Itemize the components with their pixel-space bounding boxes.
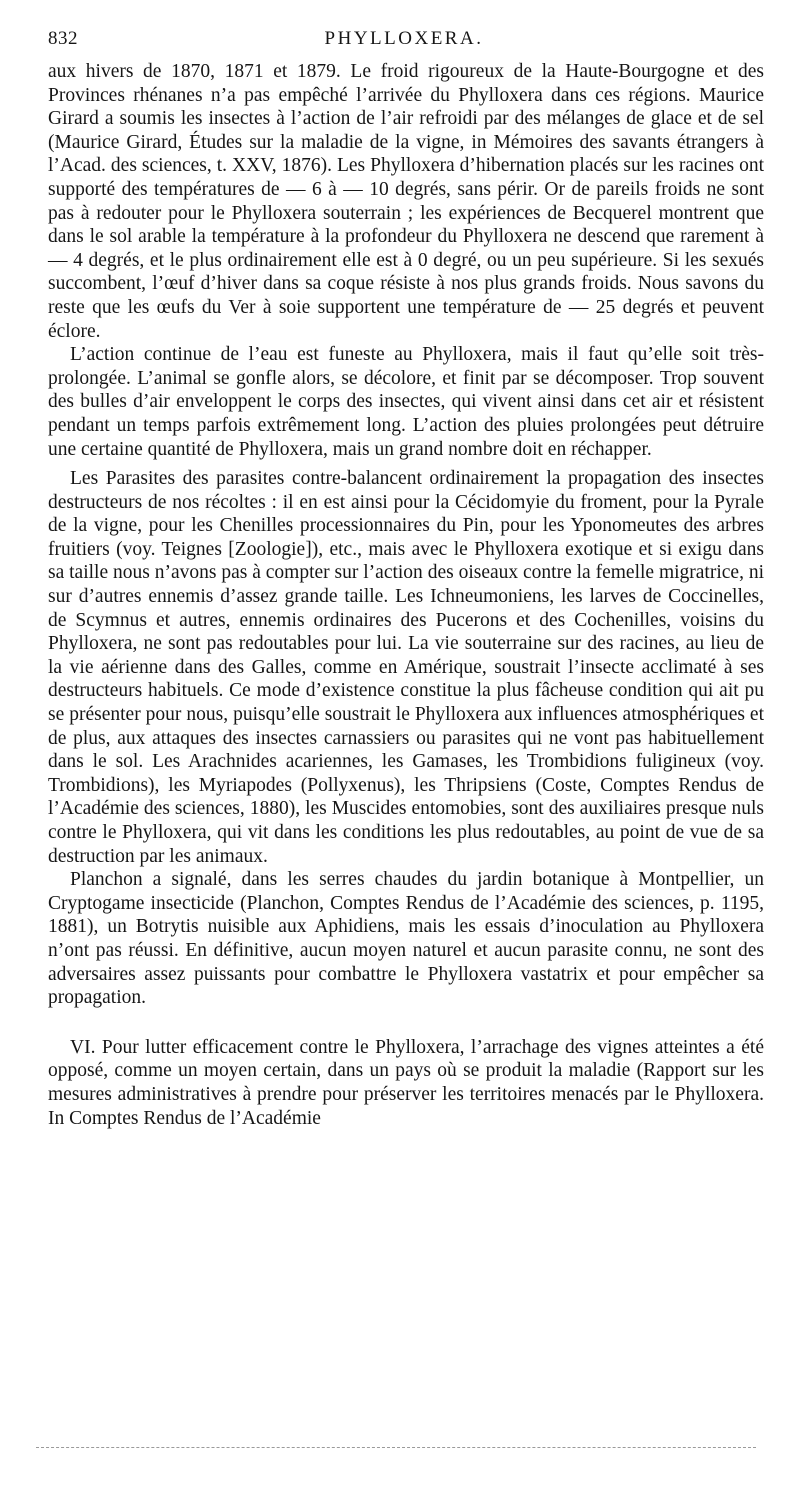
page-header [48,28,760,54]
paragraph-parasites: Les Parasites des parasites contre-balancent ordinairement la propagation des insectes destructeurs de nos récoltes : il en est ainsi pour la Cécidomyie du froment, pour la Pyrale de la vigne, pour les Chenilles processionnaires du Pin, pour les Yponomeutes des arbres fruitiers (voy. Teignes [Zoologie]), etc., mais avec le Phylloxera exotique et si exigu dans sa taille nous n’avons pas à compter sur l’action des oiseaux contre la femelle migratrice, ni sur d’autres ennemis d’assez grande taille. Les Ichneumoniens, les larves de Coccinelles, de Scymnus et autres, ennemis ordinaires des Pucerons et des Cochenilles, voisins du Phylloxera, ne sont pas redoutables pour lui. La vie souterraine sur des racines, au lieu de la vie aérienne dans des Galles, comme en Amérique, soustrait l’insecte acclimaté à ses destructeurs habituels. Ce mode d’existence constitue la plus fâcheuse condition qui ait pu se présenter pour nous, puisqu’elle soustrait le Phylloxera aux influences atmosphériques et de plus, aux attaques des insectes carnassiers ou parasites qui ne vont pas habituellement dans le sol. Les Arachnides acariennes, les Gamases, les Trombidions fuligineux (voy. Trombidions), les Myriapodes (Pollyxenus), les Thripsiens (Coste, Comptes Rendus de l’Académie des sciences, 1880), les Muscides entomobies, sont des auxiliaires presque nuls contre le Phylloxera, qui vit dans les conditions les plus redoutables, au point de vue de sa destruction par les animaux. [48,468,764,867]
running-title: PHYLLOXERA. [324,28,484,49]
body-text [48,60,764,1130]
footer-rule [36,1447,756,1448]
page-number: 832 [48,28,78,49]
paragraph-water-action: L’action continue de l’eau est funeste au Phylloxera, mais il faut qu’elle soit très-prolongée. L’animal se gonfle alors, se décolore, et finit par se décomposer. Trop souvent des bulles d’air enveloppent le corps des insectes, qui vivent ainsi dans cet air et résistent pendant un temps parfois extrêmement long. L’action des pluies prolongées peut détruire une certaine quantité de Phylloxera, mais un grand nombre doit en réchapper. [48,344,764,460]
paragraph-cold-resistance: aux hivers de 1870, 1871 et 1879. Le froid rigoureux de la Haute-Bourgogne et des Provinces rhénanes n’a pas empêché l’arrivée du Phylloxera dans ces régions. Maurice Girard a soumis les insectes à l’action de l’air refroidi par des mélanges de glace et de sel (Maurice Girard, Études sur la maladie de la vigne, in Mémoires des savants étrangers à l’Acad. des sciences, t. XXV, 1876). Les Phylloxera d’hibernation placés sur les racines ont supporté des températures de — 6 à — 10 degrés, sans périr. Or de pareils froids ne sont pas à redouter pour le Phylloxera souterrain ; les expériences de Becquerel montrent que dans le sol arable la température à la profondeur du Phylloxera ne descend que rarement à — 4 degrés, et le plus ordinairement elle est à 0 degré, ou un peu supérieure. Si les sexués succombent, l’œuf d’hiver dans sa coque résiste à nos plus grands froids. Nous savons du reste que les œufs du Ver à soie supportent une température de — 25 degrés et peuvent éclore. [48,61,764,342]
paragraph-section-vi: VI. Pour lutter efficacement contre le Phylloxera, l’arrachage des vignes atteintes a été opposé, comme un moyen certain, dans un pays où se produit la maladie (Rapport sur les mesures administratives à prendre pour préserver les territoires menacés par le Phylloxera. In Comptes Rendus de l’Académie [48,1036,764,1129]
paragraph-planchon: Planchon a signalé, dans les serres chaudes du jardin botanique à Montpellier, un Cryptogame insecticide (Planchon, Comptes Rendus de l’Académie des sciences, p. 1195, 1881), un Botrytis nuisible aux Aphidiens, mais les essais d’inoculation au Phylloxera n’ont pas réussi. En définitive, aucun moyen naturel et aucun parasite connu, ne sont des adversaires assez puissants pour combattre le Phylloxera vastatrix et pour empêcher sa propagation. [48,869,764,1009]
